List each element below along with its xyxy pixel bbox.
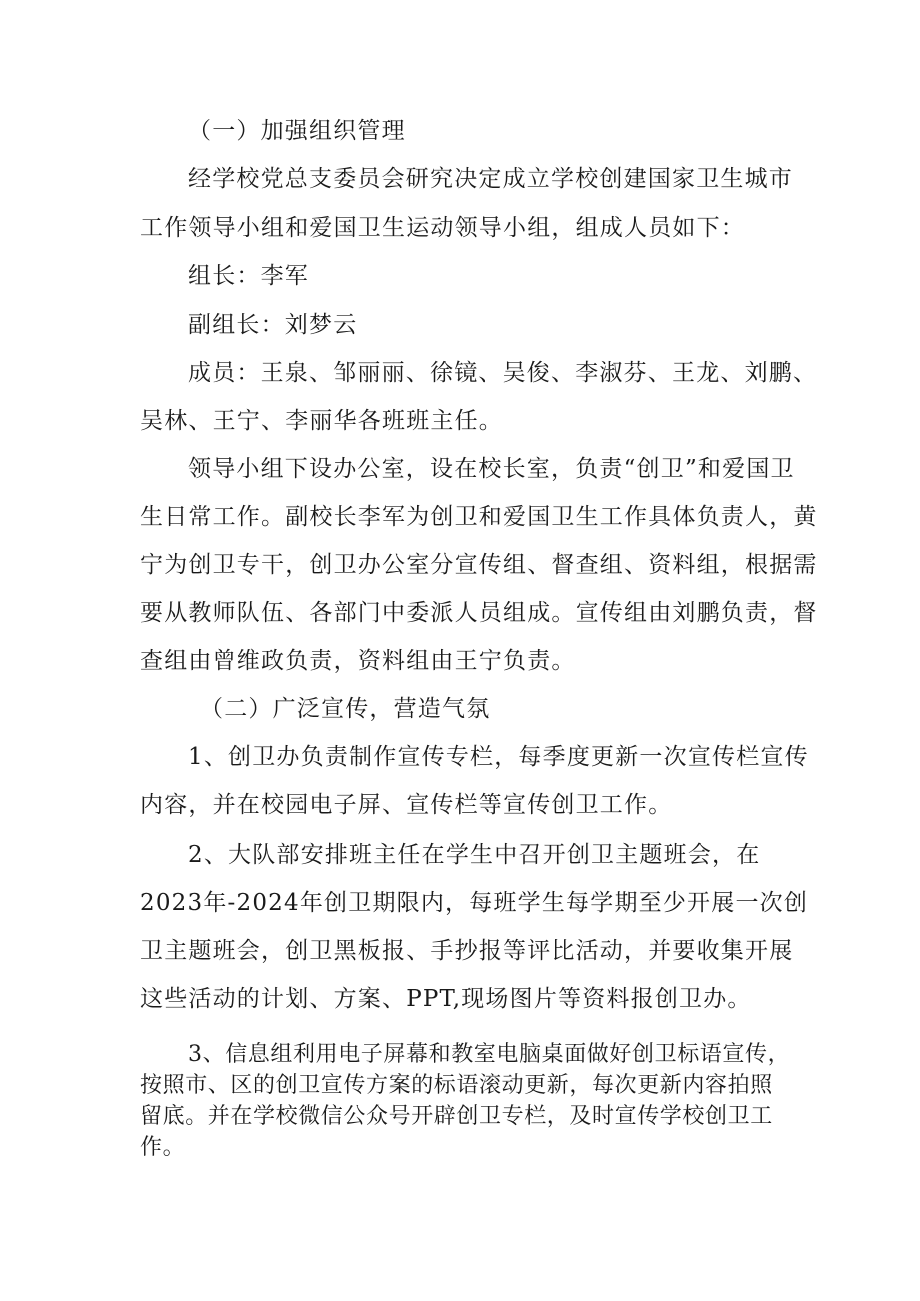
deputy-leader-line: 副组长：刘梦云 <box>188 312 358 338</box>
members-line: 成员：王泉、邹丽丽、徐镜、吴俊、李淑芬、王龙、刘鹏、 <box>188 360 818 386</box>
paragraph-line: 工作领导小组和爱国卫生运动领导小组，组成人员如下： <box>140 215 745 241</box>
list-item-line: 1、创卫办负责制作宣传专栏，每季度更新一次宣传栏宣传 <box>188 744 809 770</box>
leader-line: 组长：李军 <box>188 263 309 289</box>
paragraph-line: 生日常工作。副校长李军为创卫和爱国卫生工作具体负责人，黄 <box>140 504 818 530</box>
section-heading-2: （二）广泛宣传，营造气氛 <box>200 696 491 722</box>
paragraph-line: 查组由曾维政负责，资料组由王宁负责。 <box>140 648 576 674</box>
section-heading-1: （一）加强组织管理 <box>188 118 406 144</box>
paragraph-line: 宁为创卫专干，创卫办公室分宣传组、督查组、资料组，根据需 <box>140 552 818 578</box>
list-item-line: 作。 <box>140 1135 186 1160</box>
paragraph-line: 领导小组下设办公室，设在校长室，负责“创卫”和爱国卫 <box>188 456 795 482</box>
list-item-line: 留底。并在学校微信公众号开辟创卫专栏，及时宣传学校创卫工 <box>140 1104 773 1129</box>
list-item-line: 2、大队部安排班主任在学生中召开创卫主题班会，在 <box>188 842 761 868</box>
list-item-line: 这些活动的计划、方案、PPT,现场图片等资料报创卫办。 <box>140 986 752 1012</box>
list-item-line: 2023年-2024年创卫期限内，每班学生每学期至少开展一次创 <box>140 890 809 916</box>
paragraph-line: 经学校党总支委员会研究决定成立学校创建国家卫生城市 <box>188 166 793 192</box>
list-item-line: 按照市、区的创卫宣传方案的标语滚动更新，每次更新内容拍照 <box>140 1073 773 1098</box>
list-item-line: 3、信息组利用电子屏幕和教室电脑桌面做好创卫标语宣传， <box>188 1042 791 1067</box>
list-item-line: 卫主题班会，创卫黑板报、手抄报等评比活动，并要收集开展 <box>140 938 794 964</box>
paragraph-line: 要从教师队伍、各部门中委派人员组成。宣传组由刘鹏负责，督 <box>140 600 818 626</box>
list-item-line: 内容，并在校园电子屏、宣传栏等宣传创卫工作。 <box>140 792 673 818</box>
members-line: 吴林、王宁、李丽华各班班主任。 <box>140 408 503 434</box>
